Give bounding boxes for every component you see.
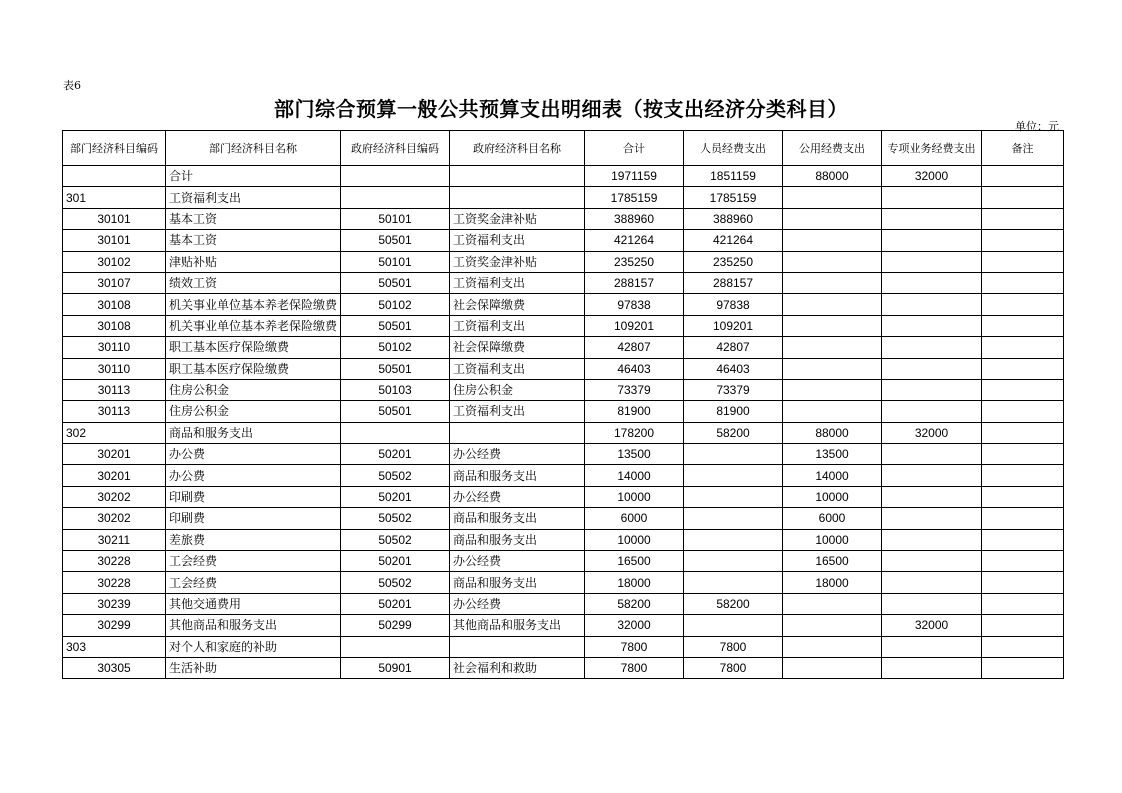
cell-gov-code: [341, 166, 450, 187]
cell-note: [982, 508, 1064, 529]
cell-personnel: 288157: [684, 272, 783, 293]
cell-dept-code: 303: [63, 636, 166, 657]
header-gov-name: 政府经济科目名称: [450, 131, 585, 166]
cell-dept-name: 对个人和家庭的补助: [166, 636, 341, 657]
cell-gov-code: 50502: [341, 572, 450, 593]
cell-gov-name: 工资福利支出: [450, 315, 585, 336]
cell-personnel: [684, 444, 783, 465]
cell-gov-name: 工资福利支出: [450, 401, 585, 422]
cell-special: 32000: [882, 422, 982, 443]
cell-gov-code: 50299: [341, 615, 450, 636]
cell-dept-code: 30101: [63, 230, 166, 251]
cell-total: 10000: [585, 529, 684, 550]
cell-note: [982, 444, 1064, 465]
cell-total: 6000: [585, 508, 684, 529]
cell-gov-code: 50502: [341, 508, 450, 529]
cell-gov-code: 50103: [341, 379, 450, 400]
cell-dept-code: 30202: [63, 508, 166, 529]
cell-public: [783, 401, 882, 422]
cell-gov-name: 商品和服务支出: [450, 508, 585, 529]
cell-public: 14000: [783, 465, 882, 486]
cell-personnel: 97838: [684, 294, 783, 315]
header-public: 公用经费支出: [783, 131, 882, 166]
unit-label: 单位：元: [1015, 120, 1059, 133]
cell-gov-code: [341, 636, 450, 657]
cell-public: 16500: [783, 551, 882, 572]
cell-gov-code: 50101: [341, 251, 450, 272]
cell-dept-name: 绩效工资: [166, 272, 341, 293]
cell-dept-code: 302: [63, 422, 166, 443]
cell-personnel: 1851159: [684, 166, 783, 187]
table-row: [63, 422, 1064, 443]
table-row: [63, 636, 1064, 657]
cell-personnel: [684, 572, 783, 593]
cell-note: [982, 422, 1064, 443]
cell-total: 1971159: [585, 166, 684, 187]
cell-public: [783, 251, 882, 272]
cell-dept-name: 印刷费: [166, 508, 341, 529]
cell-special: [882, 401, 982, 422]
cell-public: [783, 358, 882, 379]
page-title: 部门综合预算一般公共预算支出明细表（按支出经济分类科目）: [274, 97, 848, 121]
cell-public: 88000: [783, 422, 882, 443]
header-row: [63, 131, 1064, 166]
cell-public: [783, 337, 882, 358]
cell-public: 18000: [783, 572, 882, 593]
cell-note: [982, 187, 1064, 208]
cell-total: 288157: [585, 272, 684, 293]
cell-public: [783, 272, 882, 293]
cell-gov-name: [450, 166, 585, 187]
cell-dept-code: 30101: [63, 208, 166, 229]
header-dept-code: 部门经济科目编码: [63, 131, 166, 166]
table-row: [63, 465, 1064, 486]
cell-gov-name: 工资奖金津补贴: [450, 208, 585, 229]
table-row: [63, 230, 1064, 251]
cell-dept-code: 30201: [63, 444, 166, 465]
cell-special: 32000: [882, 166, 982, 187]
cell-gov-code: [341, 422, 450, 443]
cell-public: 6000: [783, 508, 882, 529]
cell-gov-name: 工资福利支出: [450, 358, 585, 379]
cell-gov-code: [341, 187, 450, 208]
cell-special: [882, 315, 982, 336]
cell-total: 178200: [585, 422, 684, 443]
cell-special: [882, 358, 982, 379]
cell-gov-name: 社会保障缴费: [450, 337, 585, 358]
cell-gov-code: 50201: [341, 593, 450, 614]
cell-special: 32000: [882, 615, 982, 636]
cell-gov-name: 商品和服务支出: [450, 465, 585, 486]
cell-gov-code: 50201: [341, 486, 450, 507]
cell-dept-code: 30102: [63, 251, 166, 272]
cell-gov-code: 50502: [341, 465, 450, 486]
cell-dept-code: 30239: [63, 593, 166, 614]
cell-special: [882, 444, 982, 465]
cell-personnel: 388960: [684, 208, 783, 229]
cell-public: [783, 615, 882, 636]
cell-gov-name: [450, 422, 585, 443]
cell-gov-name: 社会保障缴费: [450, 294, 585, 315]
cell-dept-name: 工资福利支出: [166, 187, 341, 208]
header-special: 专项业务经费支出: [882, 131, 982, 166]
cell-total: 81900: [585, 401, 684, 422]
cell-gov-name: 社会福利和救助: [450, 657, 585, 678]
cell-public: [783, 230, 882, 251]
table-row: [63, 251, 1064, 272]
cell-gov-code: 50102: [341, 337, 450, 358]
table-row: [63, 358, 1064, 379]
cell-special: [882, 572, 982, 593]
table-row: [63, 272, 1064, 293]
cell-personnel: [684, 465, 783, 486]
cell-dept-name: 机关事业单位基本养老保险缴费: [166, 315, 341, 336]
cell-personnel: 7800: [684, 636, 783, 657]
cell-public: [783, 208, 882, 229]
cell-dept-code: 301: [63, 187, 166, 208]
cell-dept-name: 合计: [166, 166, 341, 187]
cell-dept-code: [63, 166, 166, 187]
cell-public: [783, 294, 882, 315]
table-row: [63, 572, 1064, 593]
cell-total: 46403: [585, 358, 684, 379]
table-row: [63, 187, 1064, 208]
table-row: [63, 444, 1064, 465]
cell-dept-code: 30202: [63, 486, 166, 507]
table-row: [63, 337, 1064, 358]
table-row: [63, 208, 1064, 229]
cell-gov-name: 其他商品和服务支出: [450, 615, 585, 636]
cell-dept-name: 机关事业单位基本养老保险缴费: [166, 294, 341, 315]
cell-note: [982, 166, 1064, 187]
cell-total: 235250: [585, 251, 684, 272]
cell-personnel: 46403: [684, 358, 783, 379]
cell-note: [982, 636, 1064, 657]
cell-note: [982, 465, 1064, 486]
cell-gov-code: 50201: [341, 551, 450, 572]
cell-special: [882, 187, 982, 208]
table-row: [63, 593, 1064, 614]
cell-special: [882, 337, 982, 358]
cell-total: 10000: [585, 486, 684, 507]
cell-dept-code: 30110: [63, 337, 166, 358]
cell-personnel: [684, 486, 783, 507]
cell-total: 13500: [585, 444, 684, 465]
cell-total: 42807: [585, 337, 684, 358]
cell-gov-code: 50501: [341, 272, 450, 293]
cell-gov-code: 50501: [341, 230, 450, 251]
cell-total: 58200: [585, 593, 684, 614]
header-personnel: 人员经费支出: [684, 131, 783, 166]
cell-personnel: 421264: [684, 230, 783, 251]
cell-dept-name: 住房公积金: [166, 401, 341, 422]
cell-special: [882, 465, 982, 486]
cell-dept-name: 差旅费: [166, 529, 341, 550]
cell-dept-code: 30113: [63, 379, 166, 400]
cell-note: [982, 230, 1064, 251]
header-note: 备注: [982, 131, 1064, 166]
cell-dept-name: 住房公积金: [166, 379, 341, 400]
cell-note: [982, 379, 1064, 400]
cell-gov-code: 50502: [341, 529, 450, 550]
cell-special: [882, 208, 982, 229]
table-row: [63, 294, 1064, 315]
header-gov-code: 政府经济科目编码: [341, 131, 450, 166]
cell-personnel: 109201: [684, 315, 783, 336]
cell-dept-name: 津贴补贴: [166, 251, 341, 272]
table-row: [63, 529, 1064, 550]
cell-special: [882, 657, 982, 678]
cell-note: [982, 486, 1064, 507]
cell-dept-code: 30299: [63, 615, 166, 636]
cell-gov-name: 工资福利支出: [450, 230, 585, 251]
cell-gov-name: 商品和服务支出: [450, 529, 585, 550]
header-total: 合计: [585, 131, 684, 166]
cell-total: 1785159: [585, 187, 684, 208]
cell-personnel: 58200: [684, 593, 783, 614]
table-number: 表6: [63, 79, 81, 92]
table-row: [63, 508, 1064, 529]
cell-dept-name: 印刷费: [166, 486, 341, 507]
cell-personnel: 1785159: [684, 187, 783, 208]
cell-note: [982, 251, 1064, 272]
table-row: [63, 166, 1064, 187]
cell-dept-name: 办公费: [166, 444, 341, 465]
cell-personnel: [684, 529, 783, 550]
cell-special: [882, 230, 982, 251]
table-row: [63, 615, 1064, 636]
cell-dept-name: 基本工资: [166, 230, 341, 251]
cell-gov-code: 50101: [341, 208, 450, 229]
cell-total: 97838: [585, 294, 684, 315]
cell-total: 32000: [585, 615, 684, 636]
cell-special: [882, 486, 982, 507]
table-row: [63, 401, 1064, 422]
cell-special: [882, 551, 982, 572]
cell-gov-code: 50901: [341, 657, 450, 678]
cell-personnel: 42807: [684, 337, 783, 358]
cell-public: 13500: [783, 444, 882, 465]
cell-gov-name: 工资福利支出: [450, 272, 585, 293]
cell-gov-name: 办公经费: [450, 486, 585, 507]
cell-note: [982, 401, 1064, 422]
cell-special: [882, 636, 982, 657]
cell-dept-name: 其他交通费用: [166, 593, 341, 614]
cell-gov-code: 50501: [341, 358, 450, 379]
cell-dept-code: 30228: [63, 572, 166, 593]
cell-personnel: 7800: [684, 657, 783, 678]
cell-public: 10000: [783, 529, 882, 550]
cell-total: 16500: [585, 551, 684, 572]
cell-note: [982, 358, 1064, 379]
header-dept-name: 部门经济科目名称: [166, 131, 341, 166]
table-row: [63, 315, 1064, 336]
cell-personnel: 58200: [684, 422, 783, 443]
cell-dept-name: 商品和服务支出: [166, 422, 341, 443]
cell-note: [982, 337, 1064, 358]
cell-dept-code: 30108: [63, 294, 166, 315]
cell-special: [882, 251, 982, 272]
cell-public: [783, 593, 882, 614]
cell-dept-code: 30305: [63, 657, 166, 678]
cell-public: [783, 187, 882, 208]
cell-total: 109201: [585, 315, 684, 336]
cell-public: [783, 657, 882, 678]
cell-note: [982, 208, 1064, 229]
cell-personnel: 81900: [684, 401, 783, 422]
cell-gov-name: 办公经费: [450, 551, 585, 572]
cell-note: [982, 615, 1064, 636]
cell-dept-code: 30107: [63, 272, 166, 293]
cell-personnel: 235250: [684, 251, 783, 272]
cell-dept-name: 工会经费: [166, 572, 341, 593]
cell-dept-name: 职工基本医疗保险缴费: [166, 337, 341, 358]
cell-gov-code: 50501: [341, 315, 450, 336]
cell-special: [882, 529, 982, 550]
cell-total: 7800: [585, 657, 684, 678]
cell-gov-code: 50201: [341, 444, 450, 465]
cell-special: [882, 593, 982, 614]
cell-note: [982, 272, 1064, 293]
cell-public: 10000: [783, 486, 882, 507]
cell-total: 14000: [585, 465, 684, 486]
cell-dept-code: 30201: [63, 465, 166, 486]
cell-special: [882, 508, 982, 529]
cell-special: [882, 294, 982, 315]
cell-dept-code: 30228: [63, 551, 166, 572]
cell-gov-name: 办公经费: [450, 593, 585, 614]
cell-dept-name: 生活补助: [166, 657, 341, 678]
cell-total: 388960: [585, 208, 684, 229]
cell-public: [783, 315, 882, 336]
cell-special: [882, 272, 982, 293]
cell-total: 421264: [585, 230, 684, 251]
cell-total: 18000: [585, 572, 684, 593]
table-row: [63, 486, 1064, 507]
cell-note: [982, 529, 1064, 550]
cell-dept-code: 30113: [63, 401, 166, 422]
cell-note: [982, 551, 1064, 572]
expenditure-table: [62, 130, 1064, 679]
cell-dept-name: 职工基本医疗保险缴费: [166, 358, 341, 379]
cell-personnel: 73379: [684, 379, 783, 400]
cell-personnel: [684, 508, 783, 529]
cell-note: [982, 315, 1064, 336]
cell-special: [882, 379, 982, 400]
cell-gov-code: 50102: [341, 294, 450, 315]
cell-gov-name: 办公经费: [450, 444, 585, 465]
cell-gov-name: 工资奖金津补贴: [450, 251, 585, 272]
cell-note: [982, 572, 1064, 593]
cell-dept-name: 其他商品和服务支出: [166, 615, 341, 636]
cell-dept-name: 办公费: [166, 465, 341, 486]
cell-total: 73379: [585, 379, 684, 400]
cell-gov-name: 商品和服务支出: [450, 572, 585, 593]
cell-personnel: [684, 551, 783, 572]
cell-note: [982, 593, 1064, 614]
cell-note: [982, 294, 1064, 315]
cell-dept-code: 30110: [63, 358, 166, 379]
cell-dept-code: 30211: [63, 529, 166, 550]
cell-gov-name: [450, 187, 585, 208]
table-row: [63, 379, 1064, 400]
cell-gov-name: 住房公积金: [450, 379, 585, 400]
cell-gov-code: 50501: [341, 401, 450, 422]
cell-public: 88000: [783, 166, 882, 187]
cell-total: 7800: [585, 636, 684, 657]
cell-public: [783, 636, 882, 657]
cell-dept-name: 工会经费: [166, 551, 341, 572]
table-row: [63, 657, 1064, 678]
cell-note: [982, 657, 1064, 678]
cell-dept-name: 基本工资: [166, 208, 341, 229]
cell-dept-code: 30108: [63, 315, 166, 336]
cell-gov-name: [450, 636, 585, 657]
cell-public: [783, 379, 882, 400]
cell-personnel: [684, 615, 783, 636]
table-row: [63, 551, 1064, 572]
